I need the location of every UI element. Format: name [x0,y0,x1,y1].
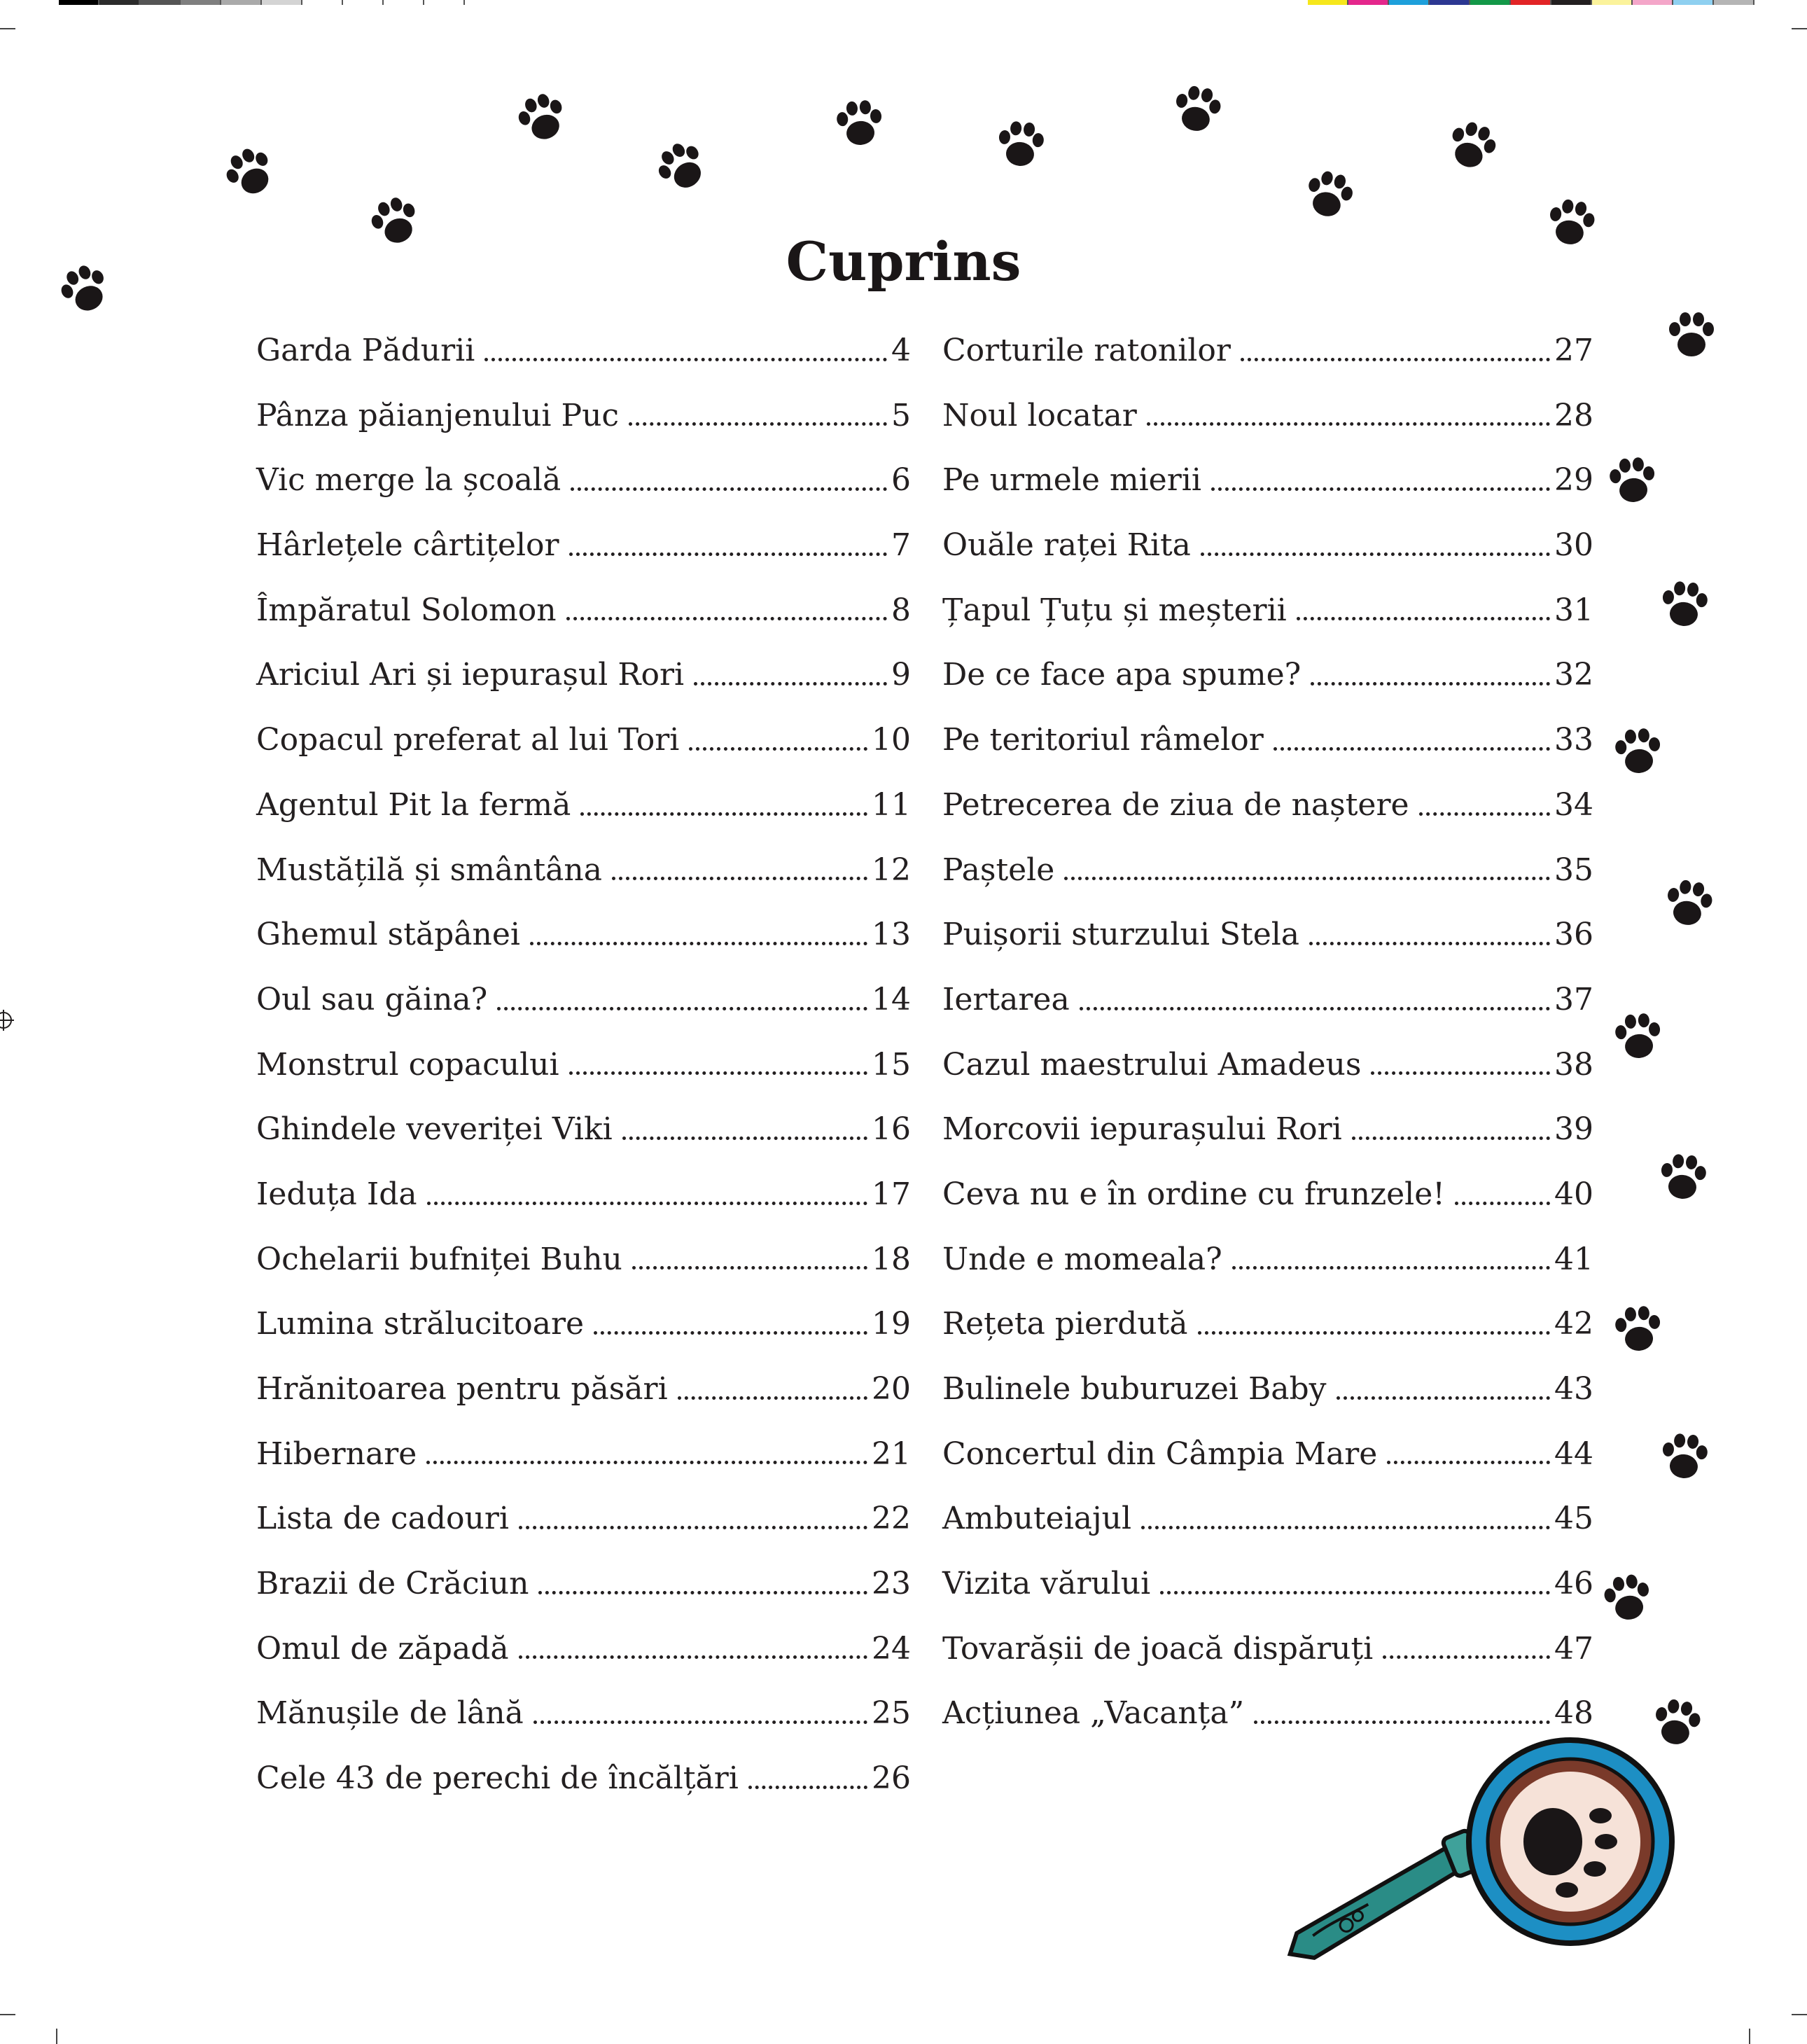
toc-entry-page: 19 [872,1306,911,1342]
toc-entry[interactable] [256,384,911,449]
toc-entry-page: 40 [1554,1176,1593,1212]
dot-leader [1309,942,1550,945]
toc-entry[interactable] [942,1292,1593,1357]
toc-entry-page: 39 [1554,1111,1593,1148]
dot-leader [426,1461,867,1464]
paw-print-icon [1654,1428,1715,1489]
toc-entry-page: 22 [872,1501,911,1537]
toc-entry-title: Ochelarii bufniței Buhu [256,1241,622,1277]
toc-entry[interactable] [256,1033,911,1098]
print-swatch [1551,0,1592,5]
dot-leader [594,1331,867,1335]
print-swatch [1470,0,1511,5]
toc-entry-title: Acțiunea „Vacanța” [942,1695,1245,1732]
toc-entry-page: 48 [1554,1695,1593,1732]
toc-entry-title: Cele 43 de perechi de încălțări [256,1760,739,1797]
dot-leader [571,487,887,491]
toc-entry-page: 8 [891,592,911,628]
toc-entry-title: Hârlețele cârtițelor [256,527,559,564]
print-swatch [1673,0,1714,5]
toc-entry-title: Ieduța Ida [256,1176,417,1212]
toc-entry[interactable] [256,1292,911,1357]
toc-entry[interactable] [942,708,1593,773]
toc-entry[interactable] [256,1746,911,1812]
toc-entry-title: Oul sau găina? [256,981,488,1017]
toc-entry[interactable] [942,1228,1593,1293]
toc-column-left [256,319,911,1812]
page-title: Cuprins [786,230,1021,293]
toc-entry[interactable] [256,448,911,513]
dot-leader [580,812,867,816]
paw-print-icon [1608,1300,1669,1361]
crop-mark [1749,2029,1750,2044]
toc-entry-page: 35 [1554,851,1593,888]
toc-entry-page: 31 [1554,592,1593,628]
toc-entry-page: 5 [891,397,911,433]
print-swatch [1511,0,1551,5]
dot-leader [1198,1331,1550,1335]
paw-print-icon [1596,1567,1661,1632]
toc-entry-title: Mustățilă și smântâna [256,851,602,888]
dot-leader [1232,1266,1550,1270]
toc-entry[interactable] [256,1681,911,1746]
toc-entry-page: 33 [1554,722,1593,758]
dot-leader [1201,552,1550,556]
dot-leader [689,747,867,751]
registration-mark [0,1010,14,1031]
paw-print-icon [991,116,1052,176]
toc-entry-title: De ce face apa spume? [942,657,1302,693]
dot-leader [530,942,867,945]
paw-print-icon [1436,111,1508,183]
toc-entry-page: 7 [891,527,911,564]
dot-leader [1352,1136,1550,1140]
crop-mark [1792,28,1807,29]
dot-leader [612,877,867,880]
toc-entry-title: Concertul din Câmpia Mare [942,1435,1378,1472]
toc-entry[interactable] [942,1033,1593,1098]
toc-entry-page: 24 [872,1630,911,1667]
toc-entry-page: 13 [872,917,911,953]
toc-entry-title: Vizita vărului [942,1566,1151,1602]
toc-entry[interactable] [256,1357,911,1422]
toc-entry-title: Noul locatar [942,397,1137,433]
toc-entry-page: 23 [872,1566,911,1602]
dot-leader [694,682,887,686]
print-swatch [424,0,465,5]
toc-entry-page: 29 [1554,462,1593,499]
toc-entry-title: Iertarea [942,981,1070,1017]
paw-print-icon [212,135,288,211]
toc-entry[interactable] [256,708,911,773]
toc-entry[interactable] [942,1422,1593,1487]
print-swatch [221,0,262,5]
toc-entry-title: Ceva nu e în ordine cu frunzele! [942,1176,1445,1212]
print-swatch [384,0,424,5]
print-swatch [343,0,384,5]
toc-entry-title: Mănușile de lână [256,1695,524,1732]
print-swatch [1308,0,1348,5]
dot-leader [569,1071,867,1075]
toc-entry-page: 15 [872,1046,911,1083]
dot-leader [1419,812,1550,816]
dot-leader [678,1396,867,1400]
toc-entry-page: 16 [872,1111,911,1148]
toc-entry-title: Copacul preferat al lui Tori [256,722,680,758]
paw-print-icon [507,83,579,155]
paw-print-icon [1608,1008,1669,1069]
toc-entry-title: Paștele [942,851,1055,888]
toc-entry-page: 10 [872,722,911,758]
toc-entry[interactable] [256,903,911,968]
toc-entry-title: Garda Pădurii [256,333,475,368]
toc-entry[interactable] [942,1097,1593,1162]
crop-mark [56,2029,57,2044]
toc-entry[interactable] [942,773,1593,838]
toc-entry-page: 26 [872,1760,911,1797]
crop-mark [0,2014,15,2015]
grayscale-print-bar [59,0,465,5]
toc-entry-title: Pe teritoriul râmelor [942,722,1264,758]
paw-print-icon [1663,308,1719,364]
dot-leader [629,422,887,426]
toc-entry-title: Împăratul Solomon [256,592,557,628]
toc-entry[interactable] [256,1228,911,1293]
dot-leader [1064,877,1550,880]
paw-print-icon [1603,452,1663,513]
paw-print-icon [1653,1148,1714,1209]
dot-leader [519,1526,867,1529]
toc-entry[interactable] [256,1617,911,1682]
toc-entry-page: 20 [872,1371,911,1407]
toc-entry[interactable] [942,1162,1593,1228]
toc-entry-page: 45 [1554,1501,1593,1537]
toc-entry-page: 21 [872,1435,911,1472]
dot-leader [1274,747,1550,751]
magnifying-glass-icon [1266,1726,1686,1964]
toc-entry-page: 11 [872,786,911,823]
crop-mark [1792,2014,1807,2015]
dot-leader [1211,487,1550,491]
print-swatch [302,0,343,5]
toc-entry[interactable] [256,578,911,644]
toc-entry[interactable] [942,1357,1593,1422]
toc-entry[interactable] [942,643,1593,708]
dot-leader [1383,1655,1550,1659]
paw-print-icon [1295,162,1363,230]
toc-entry-title: Pe urmele mierii [942,462,1201,499]
dot-leader [1297,617,1550,620]
toc-entry-page: 18 [872,1241,911,1277]
toc-entry-page: 12 [872,851,911,888]
toc-entry-title: Agentul Pit la fermă [256,786,571,823]
dot-leader [497,1007,867,1010]
dot-leader [1141,1526,1550,1529]
toc-entry-title: Ambuteiajul [942,1501,1132,1537]
toc-entry[interactable] [942,448,1593,513]
dot-leader [533,1720,867,1724]
print-swatch [1633,0,1673,5]
toc-entry[interactable] [942,384,1593,449]
dot-leader [1337,1396,1550,1400]
paw-print-icon [830,95,891,155]
toc-entry[interactable] [256,838,911,903]
print-swatch [99,0,140,5]
toc-entry[interactable] [256,319,911,384]
dot-leader [1147,422,1550,426]
toc-entry-page: 37 [1554,981,1593,1017]
toc-entry-page: 9 [891,657,911,693]
toc-entry-page: 30 [1554,527,1593,564]
toc-entry-page: 46 [1554,1566,1593,1602]
toc-entry-title: Morcovii iepurașului Rori [942,1111,1342,1148]
toc-entry-title: Lumina strălucitoare [256,1306,585,1342]
dot-leader [569,552,887,556]
print-swatch [262,0,302,5]
toc-entry-title: Brazii de Crăciun [256,1566,529,1602]
toc-entry-page: 4 [891,333,911,368]
dot-leader [1371,1071,1550,1075]
paw-print-icon [1656,872,1722,938]
print-swatch [181,0,221,5]
toc-entry-title: Corturile ratonilor [942,333,1231,368]
toc-entry[interactable] [256,643,911,708]
toc-entry-title: Ghindele veveriței Viki [256,1111,613,1148]
toc-entry[interactable] [256,1552,911,1617]
toc-entry-title: Monstrul copacului [256,1046,559,1083]
toc-entry-page: 44 [1554,1435,1593,1472]
toc-entry[interactable] [256,1097,911,1162]
toc-entry[interactable] [942,578,1593,644]
dot-leader [1387,1461,1550,1464]
paw-print-icon [1165,78,1230,144]
dot-leader [566,617,887,620]
toc-entry-page: 25 [872,1695,911,1732]
toc-entry-title: Bulinele buburuzei Baby [942,1371,1327,1407]
dot-leader [748,1786,867,1789]
toc-entry-title: Hrănitoarea pentru păsări [256,1371,668,1407]
toc-entry-page: 47 [1554,1630,1593,1667]
dot-leader [519,1655,867,1659]
dot-leader [484,358,887,361]
toc-entry[interactable] [942,1552,1593,1617]
toc-entry-title: Omul de zăpadă [256,1630,509,1667]
dot-leader [1241,358,1550,361]
print-swatch [1714,0,1754,5]
print-swatch [59,0,99,5]
paw-print-icon [643,129,721,207]
toc-entry-title: Pânza păianjenului Puc [256,397,620,433]
toc-entry-page: 38 [1554,1046,1593,1083]
toc-entry-title: Vic merge la școală [256,462,561,499]
dot-leader [1080,1007,1550,1010]
toc-entry-title: Ariciul Ari și iepurașul Rori [256,657,685,693]
toc-entry-title: Ghemul stăpânei [256,917,520,953]
toc-entry[interactable] [942,903,1593,968]
toc-entry[interactable] [256,513,911,578]
toc-entry-page: 42 [1554,1306,1593,1342]
toc-entry-title: Hibernare [256,1435,417,1472]
toc-entry-page: 34 [1554,786,1593,823]
dot-leader [1311,682,1550,686]
dot-leader [1254,1720,1550,1724]
toc-entry-page: 41 [1554,1241,1593,1277]
toc-entry-page: 14 [872,981,911,1017]
toc-entry[interactable] [942,1617,1593,1682]
toc-entry[interactable] [256,1162,911,1228]
print-swatch [1389,0,1430,5]
toc-entry-title: Tovarășii de joacă dispăruți [942,1630,1374,1667]
toc-entry[interactable] [942,968,1593,1033]
toc-entry-page: 17 [872,1176,911,1212]
toc-entry[interactable] [256,968,911,1033]
toc-entry-title: Unde e momeala? [942,1241,1222,1277]
print-swatch [1348,0,1389,5]
dot-leader [427,1202,867,1205]
toc-entry-title: Lista de cadouri [256,1501,509,1537]
toc-entry-page: 36 [1554,917,1593,953]
dot-leader [1160,1591,1550,1594]
toc-entry-title: Petrecerea de ziua de naștere [942,786,1409,823]
color-print-bar [1308,0,1754,5]
print-swatch [140,0,181,5]
toc-entry[interactable] [256,1422,911,1487]
toc-column-right [942,319,1593,1746]
dot-leader [622,1136,867,1140]
toc-entry-title: Ouăle raței Rita [942,527,1191,564]
toc-entry-title: Rețeta pierdută [942,1306,1188,1342]
toc-entry-title: Țapul Țuțu și meșterii [942,592,1287,628]
print-swatch [1430,0,1470,5]
dot-leader [1455,1202,1550,1205]
toc-entry[interactable] [256,773,911,838]
toc-entry[interactable] [942,513,1593,578]
toc-entry-page: 28 [1554,397,1593,433]
toc-entry-title: Puișorii sturzului Stela [942,917,1300,953]
toc-entry[interactable] [942,1487,1593,1552]
dot-leader [632,1266,867,1270]
toc-entry[interactable] [942,319,1593,384]
dot-leader [538,1591,867,1594]
toc-entry-page: 32 [1554,657,1593,693]
toc-entry-page: 6 [891,462,911,499]
crop-mark [0,28,15,29]
toc-entry-page: 27 [1554,333,1593,368]
toc-entry-page: 43 [1554,1371,1593,1407]
paw-print-icon [1654,576,1715,637]
paw-print-icon [1608,723,1669,784]
toc-entry[interactable] [942,838,1593,903]
toc-entry-title: Cazul maestrului Amadeus [942,1046,1362,1083]
print-swatch [1592,0,1633,5]
toc-entry[interactable] [256,1487,911,1552]
